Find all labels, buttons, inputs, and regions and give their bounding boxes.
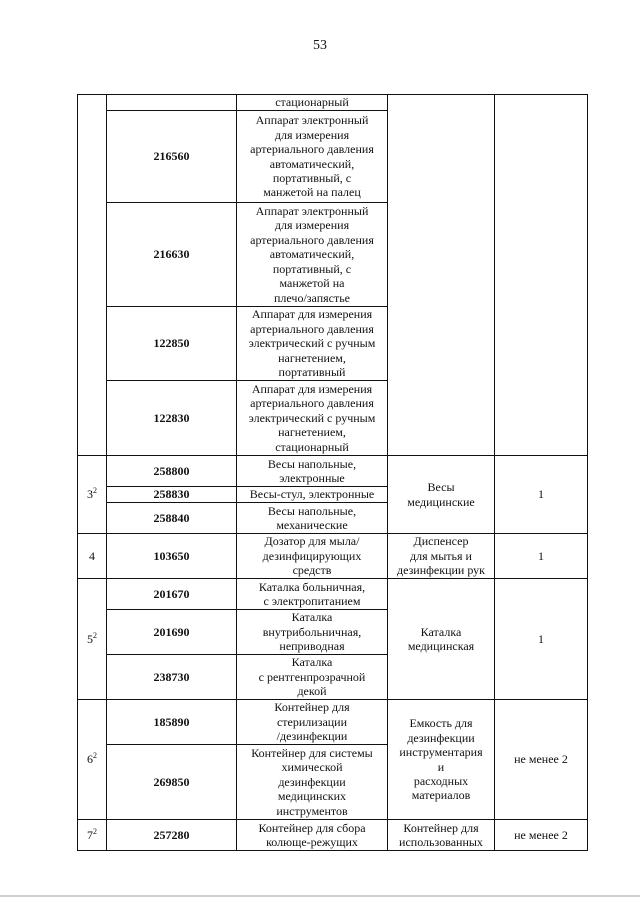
code-cell [107, 95, 237, 111]
name-cell: Контейнер для сбора колюще-режущих [237, 820, 388, 851]
type-cell: Диспенсер для мытья и дезинфекции рук [388, 534, 495, 579]
code-cell: 103650 [107, 534, 237, 579]
code-cell: 257280 [107, 820, 237, 851]
type-cell [388, 95, 495, 456]
row-number-cell: $3^2$ [78, 456, 107, 534]
quantity-cell: не менее 2 [495, 700, 588, 820]
type-cell: Емкость для дезинфекции инструментария и расходных материалов [388, 700, 495, 820]
name-cell: Дозатор для мыла/ дезинфицирующих средств [237, 534, 388, 579]
name-cell: Каталка с рентгенпрозрачной декой [237, 655, 388, 700]
row-number-cell [78, 95, 107, 456]
page-bottom-edge [0, 895, 640, 897]
name-cell: Весы-стул, электронные [237, 487, 388, 503]
name-cell: Аппарат для измерения артериального давления электрический с ручным нагнетением, портативный [237, 307, 388, 381]
code-cell: 216630 [107, 203, 237, 307]
code-cell: 201670 [107, 579, 237, 610]
quantity-cell [495, 95, 588, 456]
code-cell: 258840 [107, 503, 237, 534]
code-cell: 258800 [107, 456, 237, 487]
code-cell: 122830 [107, 381, 237, 456]
code-cell: 216560 [107, 111, 237, 203]
row-number-cell: 4 [78, 534, 107, 579]
row-number-cell: $7^2$ [78, 820, 107, 851]
code-cell: 269850 [107, 745, 237, 820]
name-cell: Аппарат электронный для измерения артериального давления автоматический, портативный, с манжетой на палец [237, 111, 388, 203]
code-cell: 238730 [107, 655, 237, 700]
equipment-table [77, 94, 587, 851]
name-cell: Контейнер для системы химической дезинфекции медицинских инструментов [237, 745, 388, 820]
quantity-cell: 1 [495, 456, 588, 534]
type-cell: Контейнер для использованных [388, 820, 495, 851]
quantity-cell: 1 [495, 534, 588, 579]
quantity-cell: не менее 2 [495, 820, 588, 851]
row-number-cell: $5^2$ [78, 579, 107, 700]
name-cell: Каталка больничная, с электропитанием [237, 579, 388, 610]
name-cell: Каталка внутрибольничная, неприводная [237, 610, 388, 655]
name-cell: стационарный [237, 95, 388, 111]
name-cell: Весы напольные, электронные [237, 456, 388, 487]
name-cell: Аппарат электронный для измерения артериального давления автоматический, портативный, с манжетой на плечо/запястье [237, 203, 388, 307]
type-cell: Каталка медицинская [388, 579, 495, 700]
row-number-cell: $6^2$ [78, 700, 107, 820]
name-cell: Аппарат для измерения артериального давления электрический с ручным нагнетением, стационарный [237, 381, 388, 456]
quantity-cell: 1 [495, 579, 588, 700]
type-cell: Весы медицинские [388, 456, 495, 534]
code-cell: 122850 [107, 307, 237, 381]
name-cell: Контейнер для стерилизации /дезинфекции [237, 700, 388, 745]
code-cell: 185890 [107, 700, 237, 745]
name-cell: Весы напольные, механические [237, 503, 388, 534]
code-cell: 201690 [107, 610, 237, 655]
page-number: 53 [313, 38, 327, 53]
code-cell: 258830 [107, 487, 237, 503]
